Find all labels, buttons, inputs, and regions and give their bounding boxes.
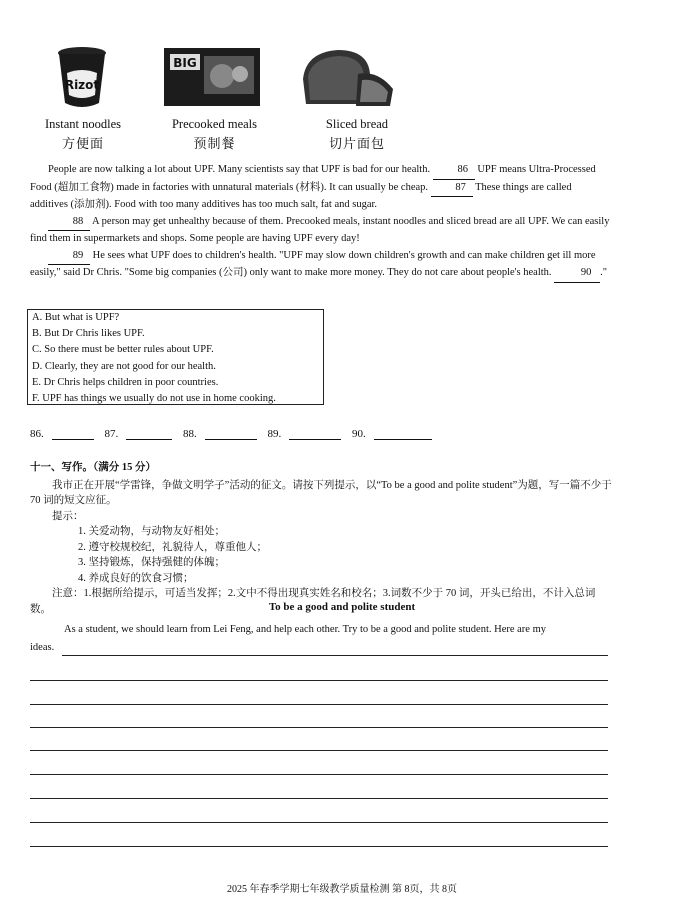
writing-tips-label: 提示：	[52, 510, 84, 522]
writing-note: 注意：1.根据所给提示，可适当发挥；2.文中不得出现真实姓名和校名；3.词数不少于 70 词，开头已给出，不计入总词数。	[30, 588, 596, 615]
blank-87[interactable]: 87	[431, 180, 473, 198]
noodles-zh: 方便面	[61, 136, 104, 151]
bread-caption	[302, 116, 412, 152]
writing-tip-4: 4. 养成良好的饮食习惯；	[78, 572, 194, 584]
blank-88[interactable]: 88	[48, 214, 90, 232]
answer-88-line[interactable]	[205, 428, 257, 440]
writing-line-0[interactable]	[62, 655, 608, 656]
answer-row	[30, 428, 440, 440]
essay-start-line2: ideas.	[30, 642, 55, 653]
option-c: C. So there must be better rules about UPF.	[32, 344, 214, 356]
writing-line-5[interactable]	[30, 774, 608, 775]
passage-para-1: People are now talking a lot about UPF. Many scientists say that UPF is bad for our health. 86 UPF means Ultra-Processed Food (超加工食物) made in factories with unnatural materials (材料). It can usually be cheap. 87 These things are called additives (添加剂). Food with too many additives has too much salt, fat and sugar.	[30, 164, 596, 210]
passage	[30, 162, 610, 283]
blank-89[interactable]: 89	[48, 248, 90, 266]
answer-86-label: 86.	[30, 428, 44, 440]
answer-89-line[interactable]	[289, 428, 341, 440]
sliced-bread-icon	[298, 44, 398, 112]
option-e: E. Dr Chris helps children in poor countries.	[32, 376, 219, 388]
blank-90[interactable]: 90	[554, 265, 600, 283]
passage-para-3: 89 He sees what UPF does to children's health. "UPF may slow down children's growth and can make children get ill more easily," said Dr Chris. "Some big companies (公司) only want to make more money. They do not care about people's health. 90 ."	[30, 248, 610, 283]
option-d: D. Clearly, they are not good for our health.	[32, 360, 216, 372]
precooked-meal-picture	[162, 46, 262, 108]
writing-heading: 十一、写作。（满分 15 分）	[30, 462, 156, 473]
meal-box-text: BIG	[173, 56, 197, 70]
answer-88-label: 88.	[183, 428, 197, 440]
writing-section	[30, 460, 612, 617]
blank-86[interactable]: 86	[433, 162, 475, 180]
bread-picture	[298, 44, 398, 112]
answer-87-label: 87.	[104, 428, 119, 440]
meal-zh: 预制餐	[193, 136, 236, 151]
essay-start-line1: As a student, we should learn from Lei Feng, and help each other. Try to be a good and polite student. Here are my	[64, 624, 547, 635]
noodles-picture	[55, 45, 110, 110]
writing-line-8[interactable]	[30, 846, 608, 847]
answer-87-line[interactable]	[126, 428, 172, 440]
writing-tip-1: 1. 关爱动物，与动物友好相处；	[78, 526, 225, 537]
writing-intro: 我市正在开展“学雷锋，争做文明学子”活动的征文。请按下列提示，以“To be a good and polite student”为题，写一篇不少于 70 词的短文应征。	[30, 479, 612, 506]
answer-90-line[interactable]	[374, 428, 432, 440]
option-b: B. But Dr Chris likes UPF.	[32, 328, 145, 340]
meal-caption	[152, 116, 277, 152]
answer-90-label: 90.	[352, 428, 366, 440]
writing-line-2[interactable]	[30, 704, 608, 705]
bread-zh: 切片面包	[328, 136, 385, 151]
meal-en: Precooked meals	[171, 117, 258, 131]
noodles-en: Instant noodles	[44, 117, 122, 131]
writing-line-7[interactable]	[30, 822, 608, 823]
writing-tip-2: 2. 遵守校规校纪，礼貌待人，尊重他人；	[78, 541, 267, 553]
essay-title: To be a good and polite student	[268, 601, 416, 613]
essay-start	[30, 622, 612, 638]
precooked-meal-icon	[162, 46, 262, 108]
writing-tip-3: 3. 坚持锻炼，保持强健的体魄；	[78, 557, 225, 568]
writing-line-6[interactable]	[30, 798, 608, 799]
answer-86-line[interactable]	[52, 428, 94, 440]
noodles-caption	[28, 116, 138, 152]
instant-noodles-icon	[55, 45, 110, 110]
passage-para-2: 88 A person may get unhealthy because of them. Precooked meals, instant noodles and sliced bread are all UPF. We can easily find them in supermarkets and shops. Some people are having UPF every day!	[30, 215, 610, 244]
bread-en: Sliced bread	[325, 117, 389, 131]
writing-line-3[interactable]	[30, 727, 608, 728]
answer-89-label: 89.	[267, 428, 282, 440]
option-a: A. But what is UPF?	[32, 312, 120, 323]
writing-line-4[interactable]	[30, 750, 608, 751]
writing-line-1[interactable]	[30, 680, 608, 681]
page-footer: 2025 年春季学期七年级教学质量检测 第 8页，共 8页	[227, 884, 457, 895]
option-f: F. UPF has things we usually do not use in home cooking.	[32, 393, 276, 405]
options-box	[27, 309, 324, 405]
svg-text:Rizot: Rizot	[64, 78, 100, 92]
